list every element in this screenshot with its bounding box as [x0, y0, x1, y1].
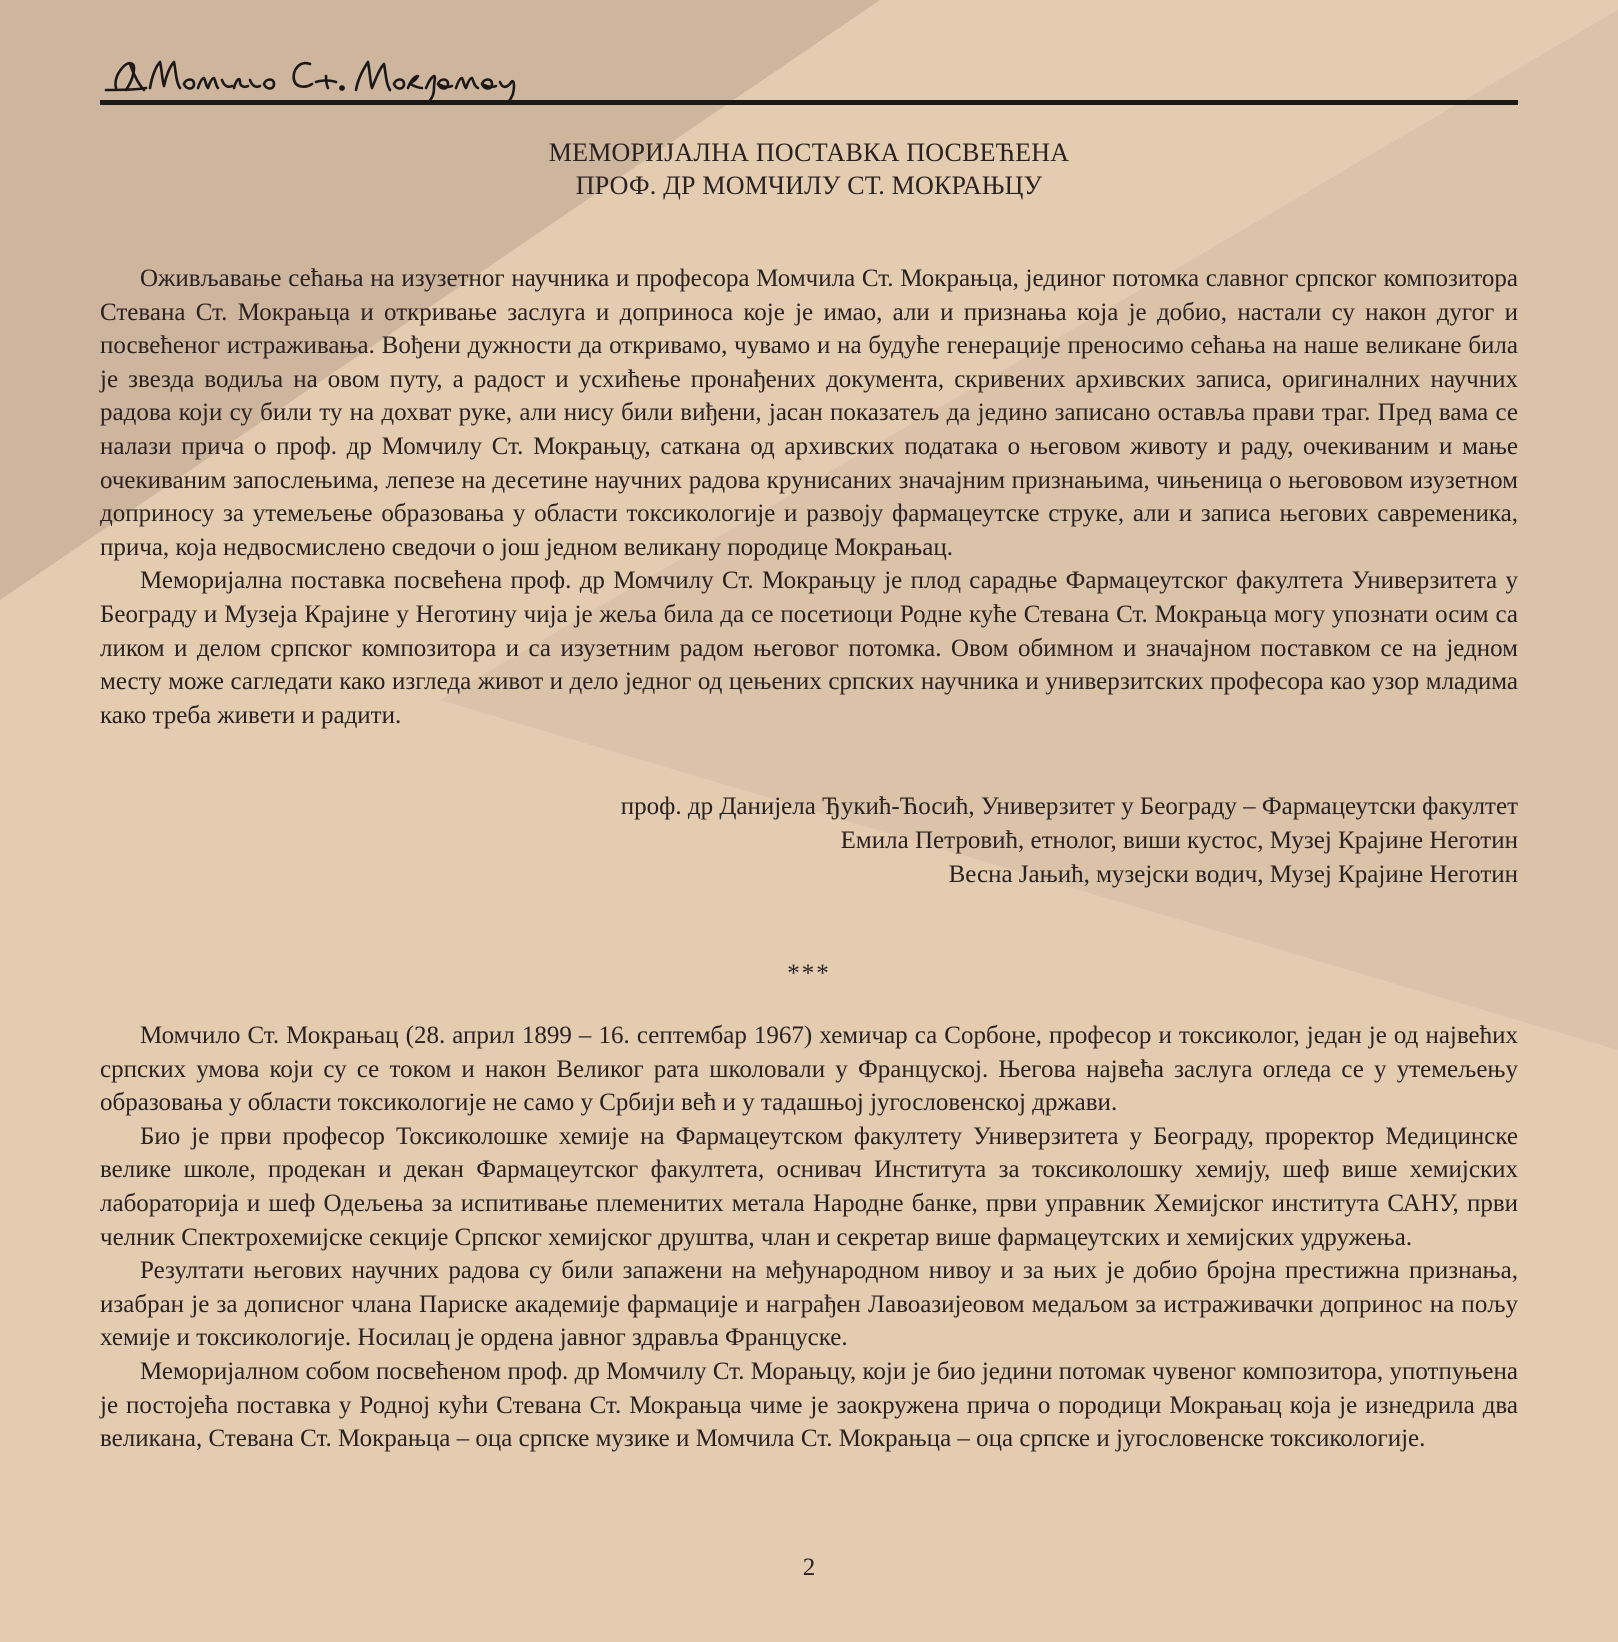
page-number: 2: [802, 1554, 816, 1581]
section-separator: ***: [787, 960, 831, 987]
credit-line: Весна Јањић, музејски водич, Музеј Крајине Неготин: [948, 861, 1518, 888]
biography-paragraph: Био је први професор Токсиколошке хемије на Фармацеутском факултету Универзитета у Београду, проректор Медицинске велике школе, продекан и декан Фармацеутског факултета, оснивач Института за токсиколошку хемију, шеф више хемијских лабораторија и шеф Одељења за испитивање племенитих метала Народне банке, први управник Хемијског института САНУ, први челник Спектрохемијске секције Српског хемијског друштва, члан и секретар више фармацеутских и хемијских удружења.: [100, 1122, 1518, 1251]
title-line-1: МЕМОРИЈАЛНА ПОСТАВКА ПОСВЕЋЕНА: [548, 138, 1070, 167]
author-credits: [100, 790, 1518, 892]
page-title: [100, 136, 1518, 202]
signature-logo: [100, 40, 530, 102]
credit-line: проф. др Данијела Ђукић-Ћосић, Универзитет у Београду – Фармацеутски факултет: [620, 793, 1518, 820]
intro-paragraph: Меморијална поставка посвећена проф. др Момчилу Ст. Мокрањцу је плод сарадње Фармацеутског факултета Универзитета у Београду и Музеја Крајине у Неготину чија је жеља била да се посетиоци Родне куће Стевана Ст. Мокрањца могу упознати осим са ликом и делом српског композитора и са изузетним радом његовог потомка. Овом обимном и значајном поставком се на једном месту може сагледати како изгледа живот и дело једног од цењених српских научника и универзитских професора као узор младима како треба живети и радити.: [100, 567, 1518, 729]
biography-paragraph: Момчило Ст. Мокрањац (28. април 1899 – 16. септембар 1967) хемичар са Сорбоне, професор и токсиколог, један је од највећих српских умова који су се током и након Великог рата школовали у Француској. Његова највећа заслуга огледа се у утемељењу образовања у области токсикологије не само у Србији већ и у тадашњој југословенској држави.: [100, 1022, 1518, 1117]
page-header: [100, 40, 1518, 106]
biography-paragraph: Резултати његових научних радова су били запажени на међународном нивоу и за њих је добио бројна престижна признања, изабран је за дописног члана Париске академије фармације и награђен Лавоазијеовом медаљом за истраживачки допринос на пољу хемије и токсикологије. Носилац је ордена јавног здравља Француске.: [100, 1257, 1518, 1352]
title-line-2: ПРОФ. ДР МОМЧИЛУ СТ. МОКРАЊЦУ: [575, 171, 1043, 200]
credit-line: Емила Петровић, етнолог, виши кустос, Музеј Крајине Неготин: [840, 827, 1518, 854]
biography-text: [100, 1019, 1518, 1456]
intro-paragraph: Оживљавање сећања на изузетног научника и професора Момчила Ст. Мокрањца, јединог потомка славног српског композитора Стевана Ст. Мокрањца и откривање заслуга и доприноса које је имао, али и признања која је добио, настали су након дугог и посвећеног истраживања. Вођени дужности да откривамо, чувамо и на будуће генерације преносимо сећања на наше великане била је звезда водиља на овом путу, а радост и усхићење пронађених документа, скривених архивских записа, оригиналних научних радова који су били ту на дохват руке, али нису били виђени, јасан показатељ да једино записано оставља прави траг. Пред вама се налази прича о проф. др Момчилу Ст. Мокрањцу, саткана од архивских података о његовом животу и раду, очекиваним и мање очекиваним запослењима, лепезе на десетине научних радова крунисаних значајним признањима, чињеница о његововом изузетном доприносу за утемељење образовања у области токсикологије и развоју фармацеутске струке, али и записа његових савременика, прича, која недвосмислено сведочи о још једном великану породице Мокрањац.: [100, 265, 1518, 561]
header-rule: [100, 100, 1518, 105]
biography-paragraph: Меморијалном собом посвећеном проф. др Момчилу Ст. Морањцу, који је био једини потомак чувеног композитора, употпуњена је постојећа поставка у Родној кући Стевана Ст. Мокрањца чиме је заокружена прича о породици Мокрањац која је изнедрила два великана, Стевана Ст. Мокрањца – оца српске музике и Момчила Ст. Мокрањца – оца српске и југословенске токсикологије.: [100, 1357, 1518, 1453]
intro-text: [100, 262, 1518, 732]
